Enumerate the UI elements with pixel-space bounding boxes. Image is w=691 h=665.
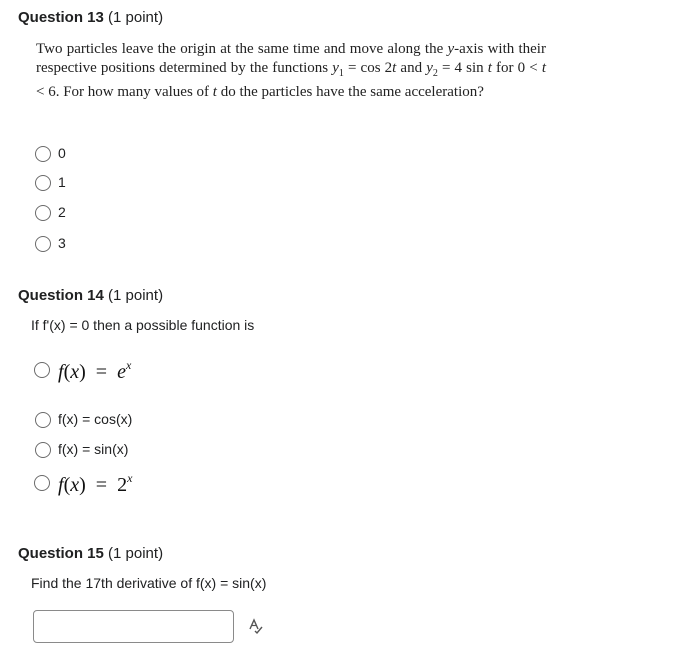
q15-header xyxy=(18,545,163,562)
q14-option-pow-label: f(x) = 2$^x$ xyxy=(58,471,133,496)
q13-option-label: 1 xyxy=(58,174,66,190)
q14-option-radio[interactable] xyxy=(34,362,50,378)
equation-editor-icon[interactable] xyxy=(247,617,265,635)
q14-option-radio[interactable] xyxy=(35,412,51,428)
q15-title: Question 15 xyxy=(18,545,104,562)
q13-option-label: 0 xyxy=(58,145,66,161)
q14-option-cos-label: f(x) = cos(x) xyxy=(58,411,133,427)
q13-question-text: Two particles leave the origin at the same time and move along the y-axis with their respective positions determined by the functions $y_1 = \cos 2t$ and $y_2 = 4$ sin t for 0 < t < 6. For how many values of t do the particles have the same acceleration? xyxy=(36,41,546,100)
q14-option-sin-label: f(x) = sin(x) xyxy=(58,441,129,457)
q13-option-label: 3 xyxy=(58,235,66,251)
q14-option-exp-label: $f(x) = e^x$ xyxy=(58,358,132,383)
q13-option-label: 2 xyxy=(58,204,66,220)
q15-points: (1 point) xyxy=(108,545,164,562)
q13-option-radio[interactable] xyxy=(35,146,51,162)
q15-prompt: Find the 17th derivative of f(x) = sin(x) xyxy=(31,575,267,591)
q15-answer-input[interactable] xyxy=(33,610,234,643)
q13-header xyxy=(18,9,163,26)
q13-option-radio[interactable] xyxy=(35,175,51,191)
q13-option-radio[interactable] xyxy=(35,236,51,252)
q14-option-radio[interactable] xyxy=(35,442,51,458)
q13-points: (1 point) xyxy=(108,9,164,26)
q14-option-radio[interactable] xyxy=(34,475,50,491)
q14-title: Question 14 xyxy=(18,287,104,304)
q14-points: (1 point) xyxy=(108,287,164,304)
q14-header xyxy=(18,287,163,304)
q13-option-radio[interactable] xyxy=(35,205,51,221)
q14-prompt: If f'(x) = 0 then a possible function is xyxy=(31,317,255,333)
q13-title: Question 13 xyxy=(18,9,104,26)
